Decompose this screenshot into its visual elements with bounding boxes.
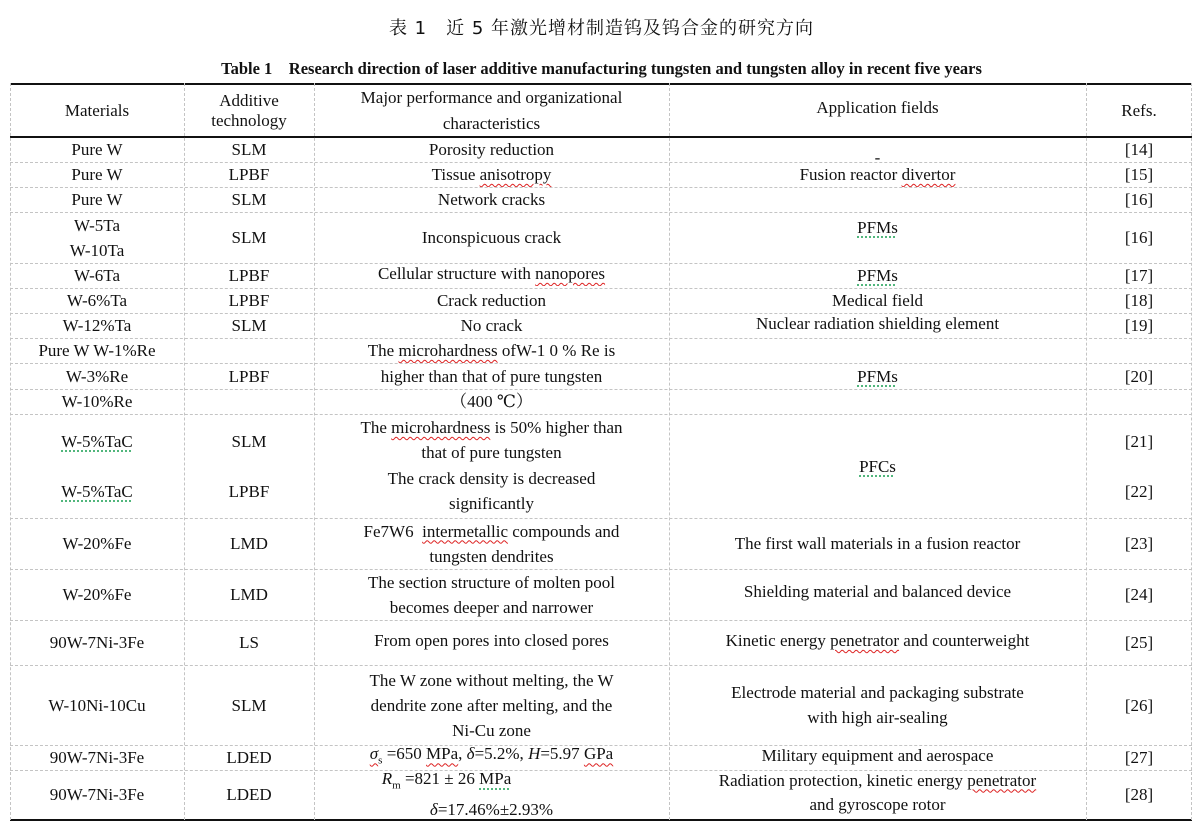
text-span: and gyroscope rotor xyxy=(809,794,946,814)
cell-material: Pure W xyxy=(71,190,123,209)
cell-technology: LMD xyxy=(230,585,268,604)
cell-technology: LPBF xyxy=(228,291,270,310)
text-span: anisotropy xyxy=(479,165,552,184)
cell-material: W-10Ni-10Cu xyxy=(48,695,146,715)
cell-application: Military equipment and aerospace xyxy=(761,746,994,765)
cell-material: W-12%Ta xyxy=(62,316,132,335)
text-span: ofW-1 0 % Re is xyxy=(497,341,616,360)
cell-material xyxy=(10,212,184,263)
cell-application xyxy=(669,363,1086,389)
cell-characteristics xyxy=(314,518,669,569)
cell-material: 90W-7Ni-3Fe xyxy=(49,748,145,767)
cell-application xyxy=(669,618,1086,663)
text-span: intermetallic xyxy=(422,521,508,541)
header-application-label: Application fields xyxy=(816,98,939,117)
cell-technology: SLM xyxy=(231,431,267,451)
cell-application xyxy=(669,212,1086,242)
text-span: divertor xyxy=(901,165,956,184)
header-technology xyxy=(184,85,314,136)
text-span: δ xyxy=(429,799,438,819)
cell-characteristics: Inconspicuous crack xyxy=(421,228,562,247)
header-characteristics-line: characteristics xyxy=(442,113,541,133)
cell-material: Pure W xyxy=(71,165,123,184)
text-span: penetrator xyxy=(830,631,900,650)
header-materials xyxy=(10,85,184,136)
cell-application: Nuclear radiation shielding element xyxy=(755,314,1000,333)
text-span: significantly xyxy=(449,494,534,513)
text-span: , xyxy=(458,745,467,764)
text-span: =5.97 xyxy=(540,745,584,764)
text-span: dendrite zone after melting, and the xyxy=(370,695,613,715)
cell-application: - xyxy=(874,148,881,167)
cell-ref: [21] xyxy=(1124,431,1154,451)
text-span: R xyxy=(381,770,393,789)
cell-technology: SLM xyxy=(231,140,267,159)
text-span: PFMs xyxy=(857,366,898,386)
text-span: The W zone without melting, the W xyxy=(369,670,614,690)
cell-technology: LPBF xyxy=(228,481,270,501)
cell-application: The first wall materials in a fusion reactor xyxy=(734,534,1021,553)
cell-application: Medical field xyxy=(831,291,924,310)
text-span: PFMs xyxy=(857,266,898,285)
text-span: PFCs xyxy=(859,456,896,476)
text-span: The xyxy=(360,418,392,437)
cell-technology: SLM xyxy=(231,695,267,715)
text-span: Fe7W6 xyxy=(363,521,423,541)
material-line: W-10Ta xyxy=(69,240,125,260)
cell-characteristics: （400 ℃） xyxy=(450,392,533,411)
text-span: Fusion reactor xyxy=(799,165,902,184)
text-span: MPa xyxy=(426,745,459,764)
cell-characteristics xyxy=(314,261,669,286)
cell-technology: LPBF xyxy=(228,266,270,285)
cell-material: W-3%Re xyxy=(65,366,129,386)
text-span: δ xyxy=(466,745,475,764)
cell-technology: LS xyxy=(239,633,259,652)
text-span: GPa xyxy=(583,745,614,764)
cell-characteristics xyxy=(314,338,669,363)
table-title-chinese: 表 1 近 5 年激光增材制造钨及钨合金的研究方向 xyxy=(388,18,815,39)
text-span: with high air-sealing xyxy=(807,708,948,727)
text-span: tungsten dendrites xyxy=(429,546,554,566)
text-span: Ni-Cu zone xyxy=(452,720,531,740)
cell-ref: [24] xyxy=(1124,585,1154,604)
cell-application xyxy=(669,768,1086,817)
cell-characteristics xyxy=(314,770,669,819)
text-span: =5.2%, xyxy=(474,745,529,764)
cell-ref: [19] xyxy=(1124,316,1154,335)
text-span: microhardness xyxy=(398,341,498,360)
cell-ref: [28] xyxy=(1124,785,1154,804)
text-span: W-5%TaC xyxy=(61,481,133,501)
cell-material: W-6Ta xyxy=(73,266,120,285)
cell-application xyxy=(669,162,1086,187)
text-span: Tissue xyxy=(431,165,480,184)
header-refs-label: Refs. xyxy=(1121,101,1157,120)
cell-ref: [25] xyxy=(1124,633,1154,652)
cell-technology: SLM xyxy=(231,190,267,209)
text-span: =821 ± 26 xyxy=(400,770,480,789)
cell-characteristics xyxy=(314,162,669,187)
text-span: Kinetic energy xyxy=(725,631,831,650)
cell-characteristics xyxy=(314,465,669,517)
cell-technology: LPBF xyxy=(228,165,270,184)
cell-application xyxy=(669,665,1086,745)
header-materials-label: Materials xyxy=(64,101,130,120)
text-span: Radiation protection, kinetic energy xyxy=(718,770,968,790)
cell-ref: [27] xyxy=(1124,748,1154,767)
cell-technology: SLM xyxy=(231,316,267,335)
text-span: The section structure of molten pool xyxy=(368,572,615,592)
cell-material: Pure W W-1%Re xyxy=(38,341,156,360)
cell-ref: [17] xyxy=(1124,266,1154,285)
cell-application xyxy=(669,414,1086,518)
text-span: s xyxy=(378,754,383,767)
header-characteristics-line: Major performance and organizational xyxy=(360,87,623,107)
cell-characteristics: higher than that of pure tungsten xyxy=(380,366,603,386)
text-span: =17.46%±2.93% xyxy=(437,799,554,819)
cell-technology: LMD xyxy=(230,534,268,553)
cell-ref: [15] xyxy=(1124,165,1154,184)
cell-material: 90W-7Ni-3Fe xyxy=(49,633,145,652)
text-span: microhardness xyxy=(391,418,491,437)
text-span: that of pure tungsten xyxy=(421,443,562,462)
cell-ref: [16] xyxy=(1124,190,1154,209)
cell-characteristics xyxy=(314,414,669,466)
cell-ref: [16] xyxy=(1124,228,1154,247)
cell-material xyxy=(10,467,184,515)
cell-ref: [23] xyxy=(1124,534,1154,553)
cell-material: W-6%Ta xyxy=(66,291,128,310)
text-span: The xyxy=(367,341,399,360)
cell-ref: [26] xyxy=(1124,695,1154,715)
text-span: H xyxy=(528,745,541,764)
text-span: becomes deeper and narrower xyxy=(389,597,594,617)
cell-material: 90W-7Ni-3Fe xyxy=(49,785,145,804)
cell-characteristics: Network cracks xyxy=(437,190,546,209)
cell-ref: [22] xyxy=(1124,481,1154,501)
text-span: PFMs xyxy=(857,217,898,237)
header-technology-line: technology xyxy=(211,111,287,130)
text-span: penetrator xyxy=(967,770,1037,790)
cell-characteristics xyxy=(314,569,669,620)
text-span: W-5%TaC xyxy=(61,431,133,451)
text-span: nanopores xyxy=(535,264,606,283)
research-direction-table xyxy=(10,83,1192,821)
text-span: and counterweight xyxy=(899,631,1030,650)
cell-characteristics: From open pores into closed pores xyxy=(374,631,609,650)
text-span: MPa xyxy=(479,770,512,789)
cell-technology: SLM xyxy=(231,228,267,247)
cell-material: Pure W xyxy=(71,140,123,159)
cell-material xyxy=(10,417,184,465)
cell-ref: [14] xyxy=(1124,140,1154,159)
cell-technology: LDED xyxy=(226,748,272,767)
text-span: =650 xyxy=(382,745,427,764)
text-span: σ xyxy=(369,745,379,764)
header-technology-line: Additive xyxy=(219,91,279,110)
text-span: Cellular structure with xyxy=(377,264,536,283)
table-title-english: Table 1 Research direction of laser additive manufacturing tungsten and tungsten alloy in recent five years xyxy=(221,59,982,78)
header-refs xyxy=(1086,85,1192,136)
text-span: Electrode material and packaging substrate xyxy=(731,683,1024,702)
cell-characteristics xyxy=(314,745,669,770)
cell-material: W-10%Re xyxy=(61,392,133,411)
table-bottom-rule xyxy=(10,819,1192,821)
cell-characteristics: Porosity reduction xyxy=(428,140,555,159)
cell-application xyxy=(669,263,1086,288)
cell-material: W-20%Fe xyxy=(62,585,132,604)
header-characteristics xyxy=(314,85,669,136)
cell-characteristics xyxy=(314,665,669,745)
cell-characteristics: No crack xyxy=(460,316,523,335)
cell-technology: LPBF xyxy=(228,366,270,386)
cell-technology: LDED xyxy=(226,785,272,804)
text-span: compounds and xyxy=(508,521,620,541)
material-line: W-5Ta xyxy=(73,215,120,235)
cell-characteristics: Crack reduction xyxy=(436,291,547,310)
text-span: is 50% higher than xyxy=(490,418,623,437)
header-application xyxy=(669,85,1086,130)
text-span: The crack density is decreased xyxy=(387,469,596,488)
cell-ref: [18] xyxy=(1124,291,1154,310)
cell-material: W-20%Fe xyxy=(62,534,132,553)
text-span: m xyxy=(392,779,401,792)
cell-application: Shielding material and balanced device xyxy=(743,582,1012,601)
cell-ref: [20] xyxy=(1124,366,1154,386)
